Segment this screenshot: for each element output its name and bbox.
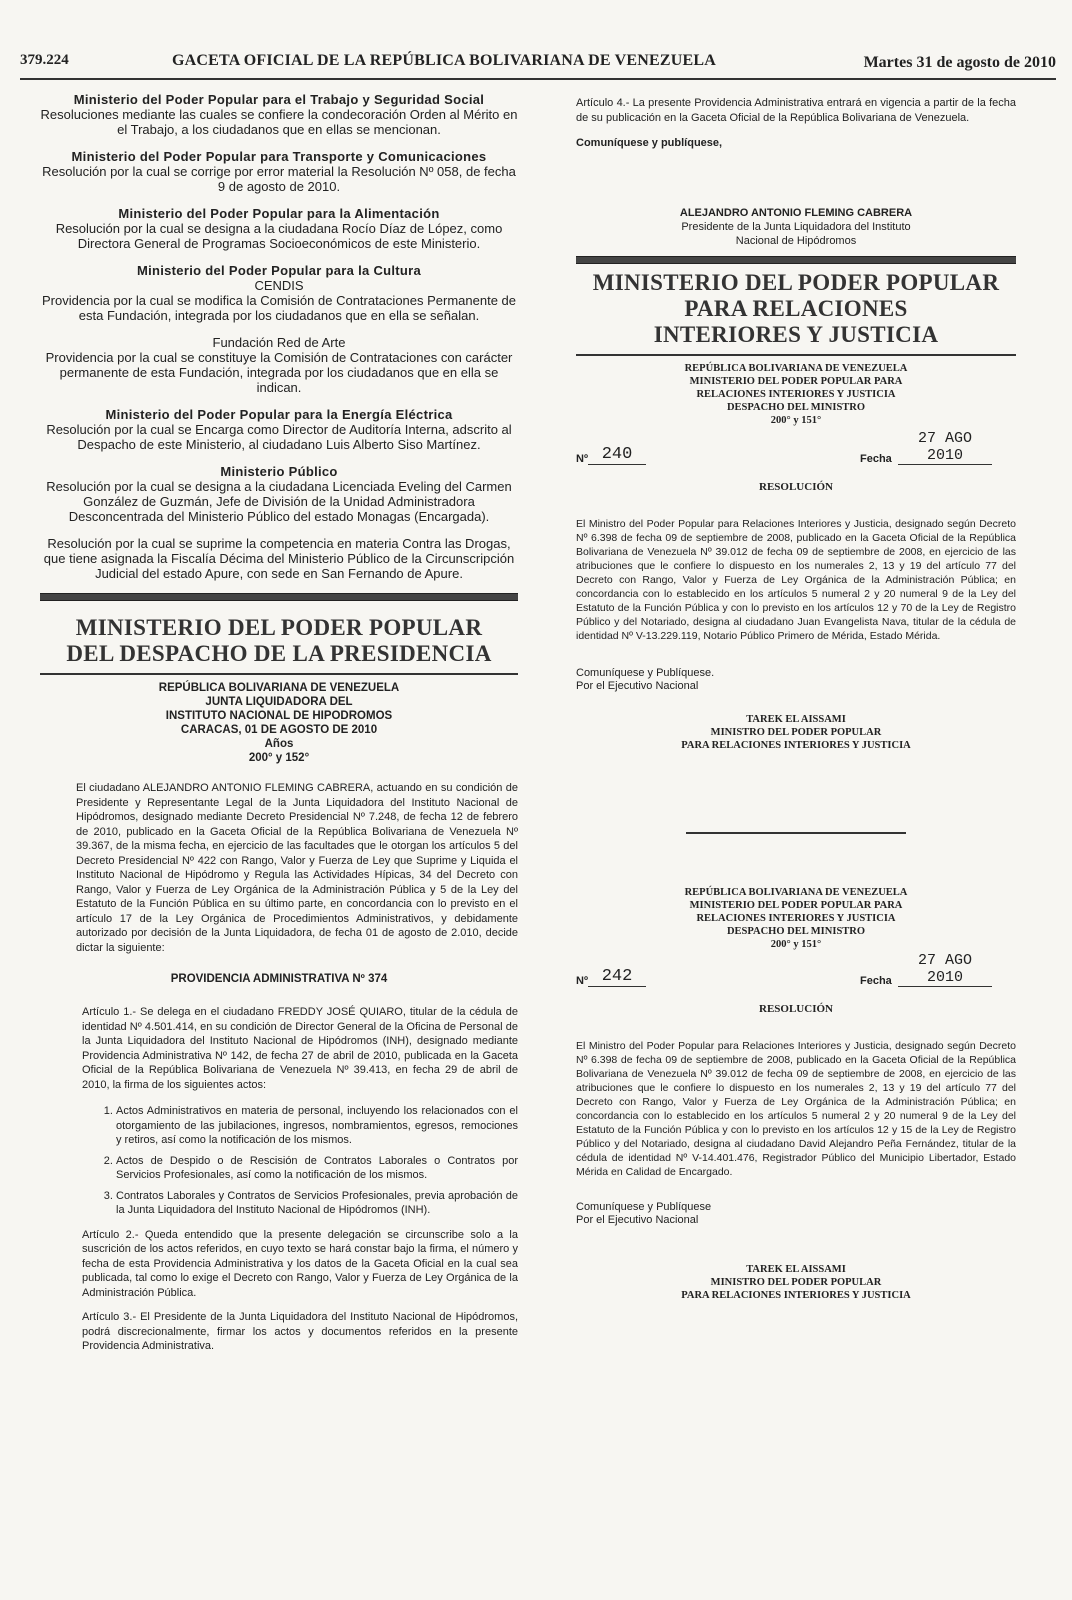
minister-role: MINISTRO DEL PODER POPULAR — [710, 1277, 882, 1288]
summary-description: Resolución por la cual se suprime la competencia en materia Contra las Drogas, que tiene asignada la Fiscalía Décima del Ministerio Público de la Circunscripción Judicial del estado Apure, con sede en San Fernando de Apure. — [43, 536, 515, 581]
inst-line: DESPACHO DEL MINISTRO — [726, 926, 866, 937]
inst-line: RELACIONES INTERIORES Y JUSTICIA — [696, 913, 896, 924]
inst-line: MINISTERIO DEL PODER POPULAR PARA — [689, 376, 903, 387]
number-label: Nº — [576, 975, 588, 987]
summary-description: Resoluciones mediante las cuales se confiere la condecoración Orden al Mérito en el Trabajo, a los ciudadanos que en ellas se mencionan. — [40, 107, 518, 137]
summary-description: Providencia por la cual se constituye la Comisión de Contrataciones con carácter permanente de esta Fundación, integrada por los ciudadanos que en ella se indican. — [45, 350, 513, 395]
divider — [576, 354, 1016, 356]
resolution-date: 27 AGO 2010 — [898, 952, 992, 987]
article-4: Artículo 4.- La presente Providencia Administrativa entrará en vigencia a partir de la fecha de su publicación en la Gaceta Oficial de la República Bolivariana de Venezuela. — [576, 97, 1016, 124]
section-title — [40, 615, 518, 667]
resolution-number: 240 — [588, 445, 646, 465]
executive-line: Por el Ejecutivo Nacional — [576, 680, 699, 692]
article-3: Artículo 3.- El Presidente de la Junta Liquidadora del Instituto Nacional de Hipódromos, podrá discrecionalmente, firmar los actos y documentos referidos en la presente Providencia Administrativa. — [82, 1311, 518, 1352]
summary-description: Resolución por la cual se corrige por error material la Resolución Nº 058, de fecha 9 de agosto de 2010. — [42, 164, 516, 194]
summary-ministry: Ministerio del Poder Popular para Transporte y Comunicaciones — [71, 149, 487, 164]
gazette-header — [20, 48, 1056, 80]
section-title-line: PARA RELACIONES — [684, 296, 908, 321]
inst-line: REPÚBLICA BOLIVARIANA DE VENEZUELA — [684, 887, 908, 898]
gazette-title: GACETA OFICIAL DE LA REPÚBLICA BOLIVARIANA DE VENEZUELA — [172, 52, 717, 69]
acts-list — [82, 1104, 518, 1218]
summary-ministry: Ministerio del Poder Popular para la Energía Eléctrica — [105, 407, 453, 422]
resolution-number: 242 — [588, 967, 646, 987]
resolution-number-row — [576, 430, 1016, 467]
summary-entry — [40, 206, 518, 251]
section-title-line: INTERIORES Y JUSTICIA — [653, 322, 939, 347]
inst-line: CARACAS, 01 DE AGOSTO DE 2010 — [180, 724, 378, 736]
institution-heading — [576, 362, 1016, 427]
inst-line: RELACIONES INTERIORES Y JUSTICIA — [696, 389, 896, 400]
inst-line: 200° y 151° — [770, 939, 822, 950]
minister-signature — [576, 1263, 1016, 1302]
providencia-intro: El ciudadano ALEJANDRO ANTONIO FLEMING CABRERA, actuando en su condición de Presidente y Representante Legal de la Junta Liquidadora del Instituto Nacional de Hipódromos, designado mediante Decreto Presidencial Nº 7.248, de fecha 12 de febrero de 2010, publicado en la Gaceta Oficial de la República Bolivariana de Venezuela Nº 39.367, de la misma fecha, en ejercicio de las facultades que le otorgan los artículos 5 del Decreto Presidencial Nº 422 con Rango, Valor y Fuerza de Ley que Suprime y Liquida el Instituto Nacional de Hipódromo y Regula las Actividades Hípicas, 34 del Decreto con Rango, Valor y Fuerza de Ley Orgánica de la Administración Pública y 5 de la Ley del Estatuto de la Función Pública en su último parte, en concordancia con lo previsto en el artículo 17 de la Ley Orgánica de Procedimientos Administrativos, y debidamente autorizado por decisión de la Junta Liquidadora, de fecha 01 de agosto de 2.010, decide dictar la siguiente: — [76, 782, 518, 954]
signer-role: Presidente de la Junta Liquidadora del Instituto — [681, 221, 911, 233]
summary-entity: Fundación Red de Arte — [212, 335, 346, 350]
section-divider — [40, 593, 518, 601]
comuniquese-line: Comuníquese y Publíquese. — [576, 667, 715, 679]
page-number: 379.224 — [20, 52, 69, 68]
comuniquese-line: Comuníquese y Publíquese — [576, 1201, 712, 1213]
list-item: 2. Actos de Despido o de Rescisión de Contratos Laborales o Contratos por Servicios Profesionales, así como la notificación de los mismos. — [116, 1154, 518, 1183]
signer-name: ALEJANDRO ANTONIO FLEMING CABRERA — [679, 207, 913, 219]
summary-entry — [40, 335, 518, 395]
summary-entry — [40, 263, 518, 323]
section-title — [576, 270, 1016, 348]
summary-description: Resolución por la cual se designa a la ciudadana Rocío Díaz de López, como Directora General de Programas Socioeconómicos de este Ministerio. — [55, 221, 503, 251]
inst-line: JUNTA LIQUIDADORA DEL — [205, 696, 353, 708]
date-label: Fecha — [860, 453, 892, 465]
summary-list — [40, 92, 518, 581]
summary-ministry: Ministerio del Poder Popular para la Alimentación — [118, 206, 440, 221]
summary-entry — [40, 407, 518, 452]
article-2: Artículo 2.- Queda entendido que la presente delegación se circunscribe solo a la suscrición de los actos referidos, en cuyo texto se hará constar bajo la firma, el número y fecha de esta Providencia Administrativa y los datos de la Gaceta Oficial en la cual sea publicada, tal como lo exige el Decreto con Rango, Valor y Fuerza de Ley Orgánica de la Administración Pública. — [82, 1228, 518, 1299]
inst-line: 200° y 151° — [770, 415, 822, 426]
list-item: 1. Actos Administrativos en materia de personal, incluyendo los relacionados con el otorgamiento de las jubilaciones, ingresos, nombramientos, egresos, remociones y retiros, así como la notificación de los mismos. — [116, 1104, 518, 1148]
section-title-line: DEL DESPACHO DE LA PRESIDENCIA — [66, 641, 492, 666]
inst-line: REPÚBLICA BOLIVARIANA DE VENEZUELA — [158, 682, 400, 694]
institution-heading — [576, 886, 1016, 951]
resolution-heading: RESOLUCIÓN — [759, 1003, 833, 1015]
number-label: Nº — [576, 453, 588, 465]
signature-block — [576, 206, 1016, 248]
summary-ministry: Ministerio del Poder Popular para el Trabajo y Seguridad Social — [73, 92, 485, 107]
summary-entry — [40, 464, 518, 524]
summary-entity: CENDIS — [254, 278, 304, 293]
section-divider — [576, 256, 1016, 264]
inst-line: Años — [264, 738, 294, 750]
minister-role: MINISTRO DEL PODER POPULAR — [710, 727, 882, 738]
article-1: Artículo 1.- Se delega en el ciudadano FREDDY JOSÉ QUIARO, titular de la cédula de identidad Nº 4.501.414, en su condición de Director General de la Oficina de Personal de la Junta Liquidadora del Instituto Nacional de Hipódromos (INH), designado mediante Providencia Administrativa Nº 142, de fecha 27 de abril de 2010, publicada en la Gaceta Oficial de la República Bolivariana de Venezuela Nº 39.413, en fecha 29 de abril de 2010, la firma de los siguientes actos: — [82, 1006, 518, 1091]
minister-name: TAREK EL AISSAMI — [746, 1264, 846, 1275]
signer-role: Nacional de Hipódromos — [735, 235, 857, 247]
minister-role: PARA RELACIONES INTERIORES Y JUSTICIA — [681, 740, 911, 751]
section-title-line: MINISTERIO DEL PODER POPULAR — [592, 270, 1000, 295]
section-title-line: MINISTERIO DEL PODER POPULAR — [75, 615, 483, 640]
summary-ministry: Ministerio del Poder Popular para la Cultura — [136, 263, 422, 278]
date-label: Fecha — [860, 975, 892, 987]
resolution-240-body: El Ministro del Poder Popular para Relaciones Interiores y Justicia, designado según Decreto Nº 6.398 de fecha 09 de septiembre de 2008, publicado en la Gaceta Oficial de la República Bolivariana de Venezuela Nº 39.012 de fecha 09 de septiembre de 2008, en ejercicio de las atribuciones que le confiere lo dispuesto en los numerales 2, 13 y 19 del artículo 77 del Decreto con Rango, Valor y Fuerza de Ley Orgánica de la Administración Pública; en concordancia con lo establecido en los artículos 5 numeral 2 y 20 numeral 9 de la Ley del Estatuto de la Función Pública y con lo previsto en los artículos 12 y 70 de la Ley de Registro Público y del Notariado, designa al ciudadano Juan Evangelista Nava, titular de la cédula de identidad Nº V-13.229.119, Notario Público Primero de Mérida, Estado Mérida. — [576, 518, 1016, 642]
inst-line: DESPACHO DEL MINISTRO — [726, 402, 866, 413]
resolution-heading: RESOLUCIÓN — [759, 481, 833, 493]
list-item: 3. Contratos Laborales y Contratos de Servicios Profesionales, previa aprobación de la Junta Liquidadora del Instituto Nacional de Hipódromos (INH). — [116, 1189, 518, 1218]
minister-signature — [576, 713, 1016, 752]
summary-description: Resolución por la cual se Encarga como Director de Auditoría Interna, adscrito al Despacho de este Ministerio, al ciudadano Luis Alberto Siso Martínez. — [46, 422, 512, 452]
providencia-title: PROVIDENCIA ADMINISTRATIVA Nº 374 — [170, 973, 388, 985]
summary-entry — [40, 536, 518, 581]
summary-entry — [40, 149, 518, 194]
summary-description: Providencia por la cual se modifica la Comisión de Contrataciones Permanente de esta Fundación, integrada por los ciudadanos que en ella se señalan. — [41, 293, 517, 323]
inst-line: MINISTERIO DEL PODER POPULAR PARA — [689, 900, 903, 911]
divider — [686, 832, 906, 834]
summary-entry — [40, 92, 518, 137]
left-column — [40, 92, 518, 1354]
issue-date: Martes 31 de agosto de 2010 — [863, 54, 1056, 71]
inst-line: REPÚBLICA BOLIVARIANA DE VENEZUELA — [684, 363, 908, 374]
inst-line: INSTITUTO NACIONAL DE HIPODROMOS — [165, 710, 393, 722]
resolution-date: 27 AGO 2010 — [898, 430, 992, 465]
right-column — [576, 96, 1016, 1302]
minister-name: TAREK EL AISSAMI — [746, 714, 846, 725]
minister-role: PARA RELACIONES INTERIORES Y JUSTICIA — [681, 1290, 911, 1301]
inst-line: 200° y 152° — [248, 752, 310, 764]
summary-ministry: Ministerio Público — [220, 464, 338, 479]
summary-description: Resolución por la cual se designa a la ciudadana Licenciada Eveling del Carmen González de Guzmán, Jefe de División de la Unidad Administradora Desconcentrada del Ministerio Público del estado Monagas (Encargada). — [46, 479, 512, 524]
comuniquese-line: Comuníquese y publíquese, — [576, 137, 723, 149]
executive-line: Por el Ejecutivo Nacional — [576, 1214, 699, 1226]
institution-heading — [40, 681, 518, 765]
resolution-242-body: El Ministro del Poder Popular para Relaciones Interiores y Justicia, designado según Decreto Nº 6.398 de fecha 09 de septiembre de 2008, publicado en la Gaceta Oficial de la República Bolivariana de Venezuela Nº 39.012 de fecha 09 de septiembre de 2008, en ejercicio de las atribuciones que le confiere lo dispuesto en los numerales 2, 13 y 19 del artículo 77 del Decreto con Rango, Valor y Fuerza de Ley Orgánica de la Administración Pública; en concordancia con lo establecido en los artículos 5 numeral 2 y 20 numeral 9 de la Ley del Estatuto de la Función Pública y con lo previsto en los artículos 12 y 15 de la Ley de Registro Público y del Notariado, designa al ciudadano David Alejandro Peña Fernández, titular de la cédula de identidad Nº V-14.401.476, Registrador Público del Municipio Libertador, Estado Mérida en Calidad de Encargado. — [576, 1040, 1016, 1178]
resolution-number-row — [576, 952, 1016, 989]
divider — [40, 673, 518, 675]
